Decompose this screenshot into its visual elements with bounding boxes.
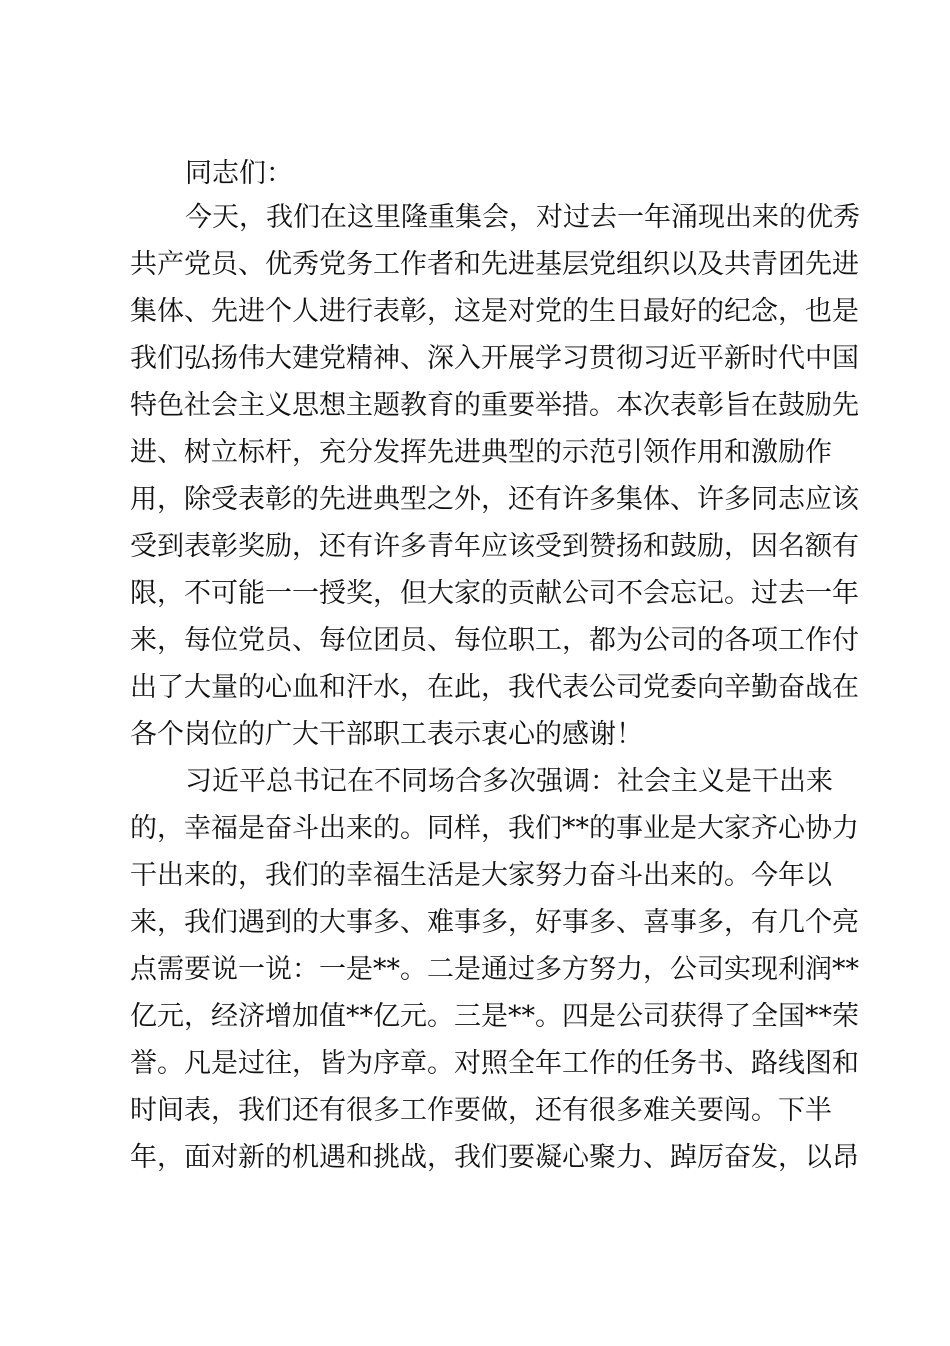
paragraph-2-line-3: 干出来的，我们的幸福生活是大家努力奋斗出来的。今年以 — [130, 860, 832, 891]
paragraph-1-line-2: 共产党员、优秀党务工作者和先进基层党组织以及共青团先进 — [130, 249, 859, 280]
paragraph-1-line-7: 用，除受表彰的先进典型之外，还有许多集体、许多同志应该 — [130, 484, 859, 515]
paragraph-2-line-1: 习近平总书记在不同场合多次强调：社会主义是干出来 — [185, 766, 833, 797]
paragraph-1-line-6: 进、树立标杆，充分发挥先进典型的示范引领作用和激励作 — [130, 437, 832, 468]
paragraph-1-line-4: 我们弘扬伟大建党精神、深入开展学习贯彻习近平新时代中国 — [130, 343, 859, 374]
paragraph-2-line-4: 来，我们遇到的大事多、难事多，好事多、喜事多，有几个亮 — [130, 907, 859, 938]
paragraph-1-line-9: 限，不可能一一授奖，但大家的贡献公司不会忘记。过去一年 — [130, 578, 859, 609]
paragraph-2-line-5: 点需要说一说：一是**。二是通过多方努力，公司实现利润** — [130, 954, 859, 985]
salutation: 同志们： — [185, 158, 293, 189]
paragraph-2-line-8: 时间表，我们还有很多工作要做，还有很多难关要闯。下半 — [130, 1095, 832, 1126]
paragraph-1-line-3: 集体、先进个人进行表彰，这是对党的生日最好的纪念，也是 — [130, 296, 859, 327]
paragraph-1-line-5: 特色社会主义思想主题教育的重要举措。本次表彰旨在鼓励先 — [130, 390, 859, 421]
paragraph-2-line-7: 誉。凡是过往，皆为序章。对照全年工作的任务书、路线图和 — [130, 1048, 859, 1079]
paragraph-2-line-9: 年，面对新的机遇和挑战，我们要凝心聚力、踔厉奋发，以昂 — [130, 1142, 859, 1173]
paragraph-2-line-6: 亿元，经济增加值**亿元。三是**。四是公司获得了全国**荣 — [130, 1001, 859, 1032]
paragraph-1-line-1: 今天，我们在这里隆重集会，对过去一年涌现出来的优秀 — [185, 202, 860, 233]
paragraph-1-line-11: 出了大量的心血和汗水，在此，我代表公司党委向辛勤奋战在 — [130, 672, 859, 703]
paragraph-1-line-8: 受到表彰奖励，还有许多青年应该受到赞扬和鼓励，因名额有 — [130, 531, 859, 562]
paragraph-1-line-10: 来，每位党员、每位团员、每位职工，都为公司的各项工作付 — [130, 625, 859, 656]
paragraph-2-line-2: 的，幸福是奋斗出来的。同样，我们**的事业是大家齐心协力 — [130, 813, 859, 844]
paragraph-1-line-12: 各个岗位的广大干部职工表示衷心的感谢！ — [130, 719, 643, 750]
